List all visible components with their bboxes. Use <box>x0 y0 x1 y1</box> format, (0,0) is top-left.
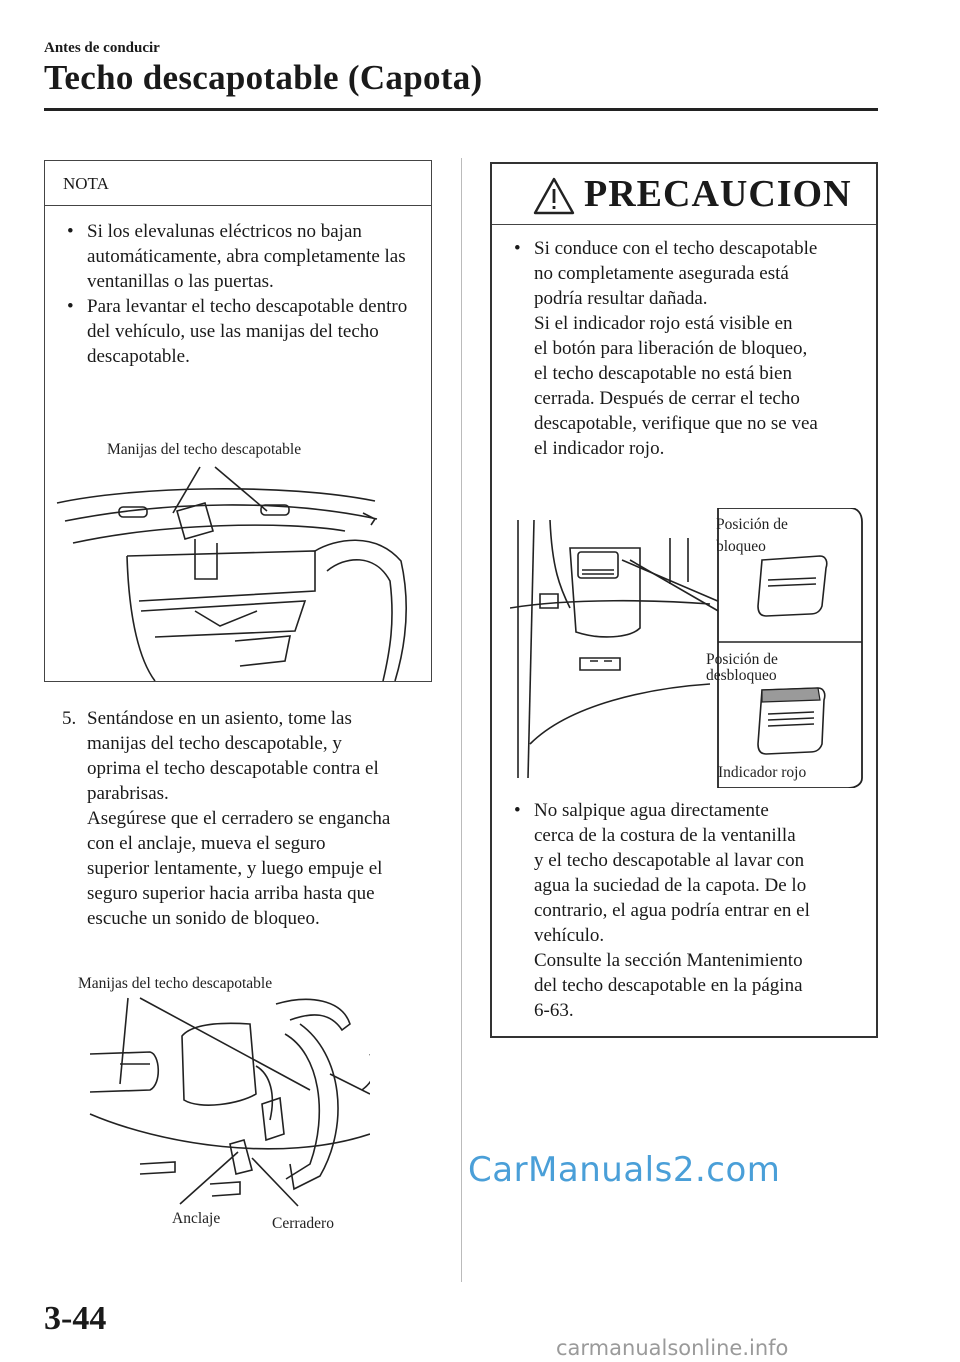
section-label: Antes de conducir <box>44 40 160 56</box>
anchor-label: Anclaje <box>172 1210 221 1227</box>
caution-header <box>492 164 876 225</box>
note-box <box>44 160 432 682</box>
lock-release-illustration <box>510 508 866 788</box>
step-line: con el anclaje, mueva el seguro <box>87 833 326 854</box>
red-indicator <box>762 688 820 702</box>
caution-box <box>490 162 878 1038</box>
footer-watermark: carmanualsonline.info <box>556 1336 789 1360</box>
step-text <box>87 706 447 931</box>
lock-position-label: Posición de bloqueo <box>716 516 788 555</box>
step-line: seguro superior hacia arriba hasta que <box>87 883 375 904</box>
note-title: NOTA <box>63 174 109 193</box>
caution-bullet-list <box>492 236 878 461</box>
red-indicator-label: Indicador rojo <box>718 764 807 781</box>
roof-handles-illustration <box>45 461 431 681</box>
note-header <box>45 161 431 206</box>
caution-bullet-list <box>492 798 878 1023</box>
header-rule <box>44 108 878 111</box>
caution-bullet: • Si conduce con el techo descapotable no completamente asegurada está podría resultar dañada. Si el indicador rojo está visible en el botón para liberación de bloqueo, el techo descapotable no está bien cerrada. Después de cerrar el techo descapotable, verifique que no se vea el indicador rojo. <box>514 238 818 459</box>
latch-label: Cerradero <box>272 1215 334 1232</box>
page-number: 3-44 <box>44 1300 107 1337</box>
unlock-position-label: Posición de desbloqueo <box>706 651 778 684</box>
step-line: Sentándose en un asiento, tome las <box>87 708 352 729</box>
step-number: 5. <box>62 708 77 729</box>
latch-anchor-illustration <box>80 994 370 1214</box>
note-bullet: • Para levantar el techo descapotable dentro del vehículo, use las manijas del techo descapotable. <box>67 296 408 367</box>
step-line: parabrisas. <box>87 783 169 804</box>
step-line: superior lentamente, y luego empuje el <box>87 858 383 879</box>
step-line: escuche un sonido de bloqueo. <box>87 908 320 929</box>
note-bullet: • Si los elevalunas eléctricos no bajan automáticamente, abra completamente las ventanillas o las puertas. <box>67 221 406 292</box>
site-watermark: CarManuals2.com <box>468 1150 781 1190</box>
step-line: manijas del techo descapotable, y <box>87 733 342 754</box>
step-line: Asegúrese que el cerradero se engancha <box>87 808 391 829</box>
column-divider <box>461 158 462 1282</box>
figure-caption: Manijas del techo descapotable <box>107 441 302 458</box>
page-title: Techo descapotable (Capota) <box>44 58 483 97</box>
note-bullet-list <box>45 219 429 369</box>
step-line: oprima el techo descapotable contra el <box>87 758 379 779</box>
warning-triangle-icon <box>532 176 576 216</box>
caution-bullet: • No salpique agua directamente cerca de la costura de la ventanilla y el techo descapotable al lavar con agua la suciedad de la capota. De lo contrario, el agua podría entrar en el vehículo. Consulte la sección Mantenimiento del techo descapotable en la página 6-63. <box>514 800 810 1021</box>
figure-caption: Manijas del techo descapotable <box>78 975 273 992</box>
caution-title: PRECAUCION <box>584 173 852 215</box>
